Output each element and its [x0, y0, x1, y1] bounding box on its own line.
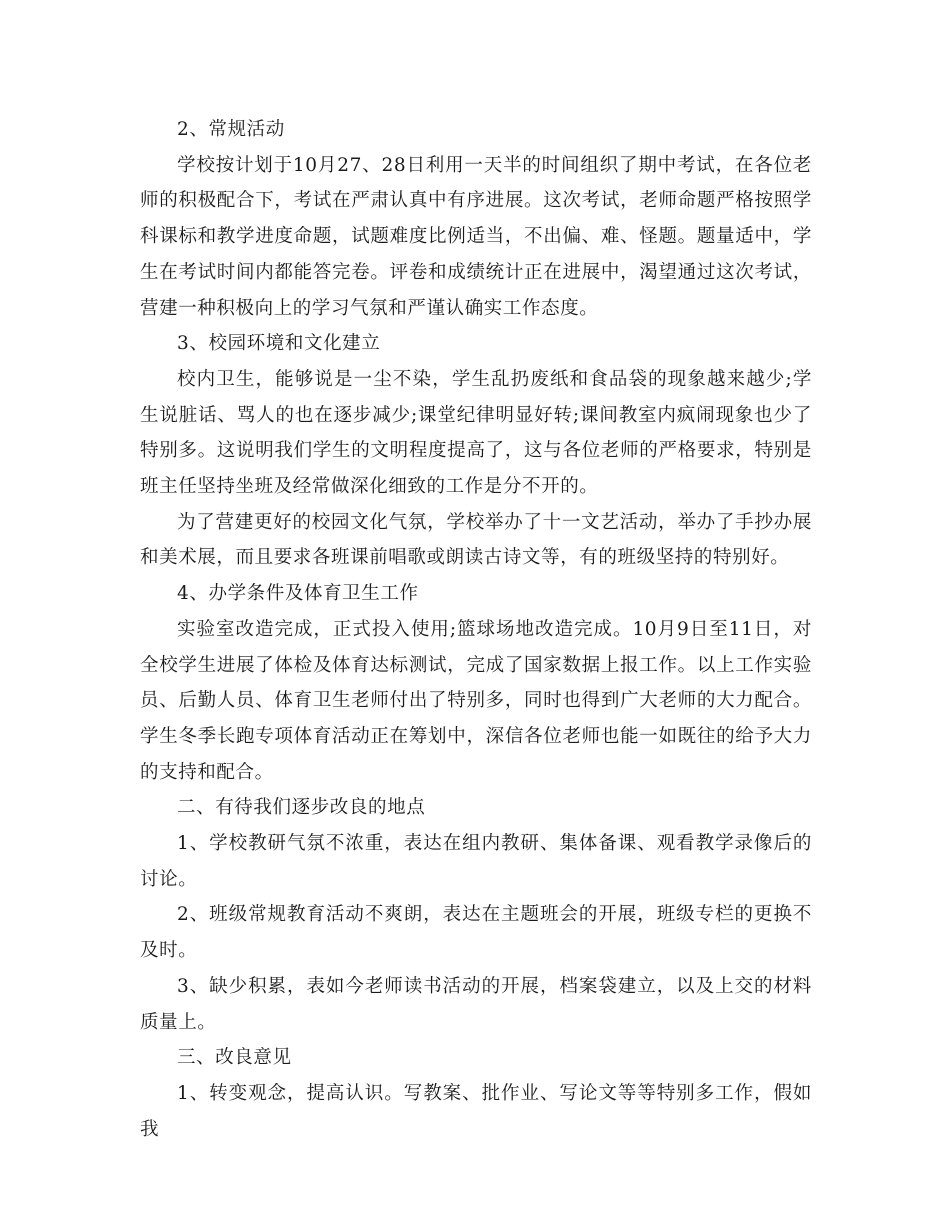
- paragraph-midterm-exam: 学校按计划于10月27、28日利用一天半的时间组织了期中考试，在各位老师的积极配合下，考试在严肃认真中有序进展。这次考试，老师命题严格按照学科课标和教学进度命题，试题难度比例适当，不出偏、难、怪题。题量适中，学生在考试时间内都能答完卷。评卷和成绩统计正在进展中，渴望通过这次考试，营建一种积极向上的学习气氛和严谨认确实工作态度。: [140, 154, 812, 319]
- paragraph-lab-renovation: 实验室改造完成，正式投入使用;篮球场地改造完成。10月9日至11日，对全校学生进展了体检及体育达标测试，完成了国家数据上报工作。以上工作实验员、后勤人员、体育卫生老师付出了特别多，同时也得到广大老师的大力配合。学生冬季长跑专项体育活动正在筹划中，深信各位老师也能一如既往的给予大力的支持和配合。: [140, 618, 812, 783]
- paragraph-campus-culture: 为了营建更好的校园文化气氛，学校举办了十一文艺活动，举办了手抄办展和美术展，而且要求各班课前唱歌或朗读古诗文等，有的班级坚持的特别好。: [140, 511, 812, 569]
- list-item-teaching-research: 1、学校教研气氛不浓重，表达在组内教研、集体备课、观看教学录像后的讨论。: [140, 833, 812, 890]
- heading-improvement-suggestions: 三、改良意见: [177, 1047, 292, 1069]
- heading-routine-activities: 2、常规活动: [177, 119, 285, 140]
- document-body: [140, 112, 812, 1147]
- heading-areas-to-improve: 二、有待我们逐步改良的地点: [177, 797, 426, 819]
- paragraph-campus-hygiene: 校内卫生，能够说是一尘不染，学生乱扔废纸和食品袋的现象越来越少;学生说脏话、骂人的也在逐步减少;课堂纪律明显好转;课间教室内疯闹现象也少了特别多。这说明我们学生的文明程度提高了，这与各位老师的严格要求，特别是班主任坚持坐班及经常做深化细致的工作是分不开的。: [140, 368, 812, 498]
- heading-school-conditions: 4、办学条件及体育卫生工作: [177, 583, 419, 605]
- list-item-class-activities: 2、班级常规教育活动不爽朗，表达在主题班会的开展，班级专栏的更换不及时。: [140, 904, 812, 962]
- list-item-change-concepts: 1、转变观念，提高认识。写教案、批作业、写论文等等特别多工作，假如我: [140, 1082, 812, 1140]
- list-item-lack-accumulation: 3、缺少积累，表如今老师读书活动的开展，档案袋建立，以及上交的材料质量上。: [140, 975, 812, 1033]
- heading-campus-environment: 3、校园环境和文化建立: [177, 333, 381, 355]
